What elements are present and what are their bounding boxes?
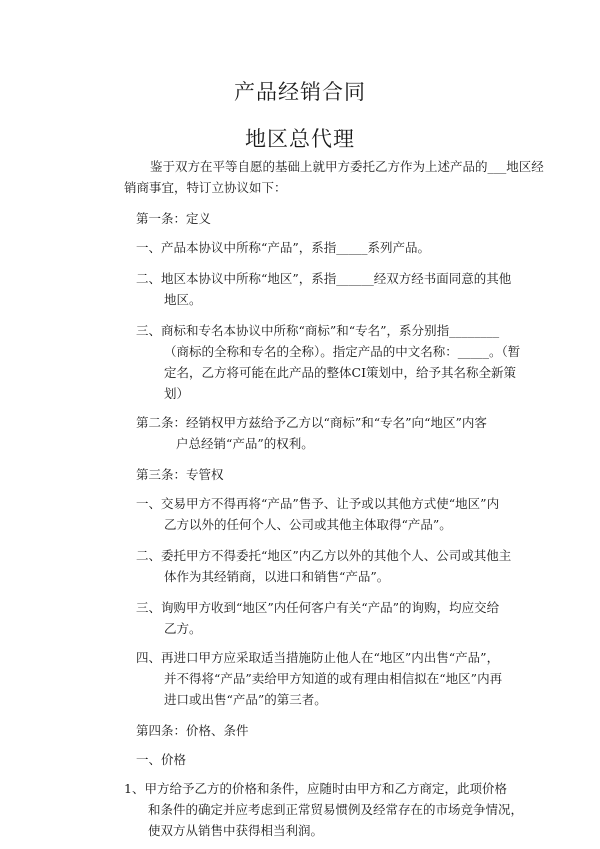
preamble-line-2: 销商事宜，特订立协议如下： (124, 180, 287, 195)
clause-3-1-line-2: 乙方以外的任何个人、公司或其他主体取得“产品”。 (164, 517, 452, 532)
article-1-heading: 第一条：定义 (136, 211, 212, 226)
article-2-line-1: 第二条：经销权甲方兹给予乙方以“商标”和“专名”向“地区”内客 (136, 415, 487, 430)
clause-3-2-line-1: 二、委托甲方不得委托“地区”内乙方以外的其他个人、公司或其他主 (136, 548, 512, 563)
clause-3-3-line-1: 三、询购甲方收到“地区”内任何客户有关“产品”的询购，均应交给 (136, 600, 500, 615)
clause-3-3-line-2: 乙方。 (164, 621, 202, 636)
clause-1-3-line-1: 三、商标和专名本协议中所称“商标”和“专名”，系分别指________ (136, 323, 500, 338)
section-4-1-heading: 一、价格 (136, 752, 187, 767)
clause-1-3-line-2: （商标的全称和专名的全称）。指定产品的中文名称：_____。（暂 (164, 344, 521, 359)
clause-1-3-line-4: 划） (164, 386, 190, 401)
document-subtitle: 地区总代理 (245, 127, 355, 151)
clause-3-4-line-3: 进口或出售“产品”的第三者。 (164, 692, 327, 707)
item-4-1-1-line-1: 1、甲方给予乙方的价格和条件，应随时由甲方和乙方商定，此项价格 (124, 781, 507, 796)
article-3-heading: 第三条：专管权 (136, 467, 224, 482)
clause-1-3-line-3: 定名，乙方将可能在此产品的整体CI策划中，给予其名称全新策 (164, 365, 517, 380)
clause-1-1: 一、产品本协议中所称“产品”，系指_____系列产品。 (136, 240, 431, 255)
item-4-1-1-line-3: 使双方从销售中获得相当利润。 (148, 823, 324, 838)
clause-1-2-line-1: 二、地区本协议中所称“地区”，系指______经双方经书面同意的其他 (136, 271, 512, 286)
article-2-line-2: 户总经销“产品”的权利。 (176, 436, 314, 451)
document-title: 产品经销合同 (234, 80, 366, 104)
article-4-heading: 第四条：价格、条件 (136, 723, 249, 738)
clause-3-1-line-1: 一、交易甲方不得再将“产品”售予、让予或以其他方式使“地区”内 (136, 496, 500, 511)
item-4-1-1-line-2: 和条件的确定并应考虑到正常贸易惯例及经常存在的市场竞争情况， (148, 802, 524, 817)
clause-3-2-line-2: 体作为其经销商，以进口和销售“产品”。 (164, 569, 390, 584)
clause-3-4-line-1: 四、再进口甲方应采取适当措施防止他人在“地区”内出售“产品”， (136, 650, 500, 665)
clause-3-4-line-2: 并不得将“产品”卖给甲方知道的或有理由相信拟在“地区”内再 (164, 671, 503, 686)
preamble-line-1: 鉴于双方在平等自愿的基础上就甲方委托乙方作为上述产品的___地区经 (150, 159, 544, 174)
clause-1-2-line-2: 地区。 (164, 292, 202, 307)
